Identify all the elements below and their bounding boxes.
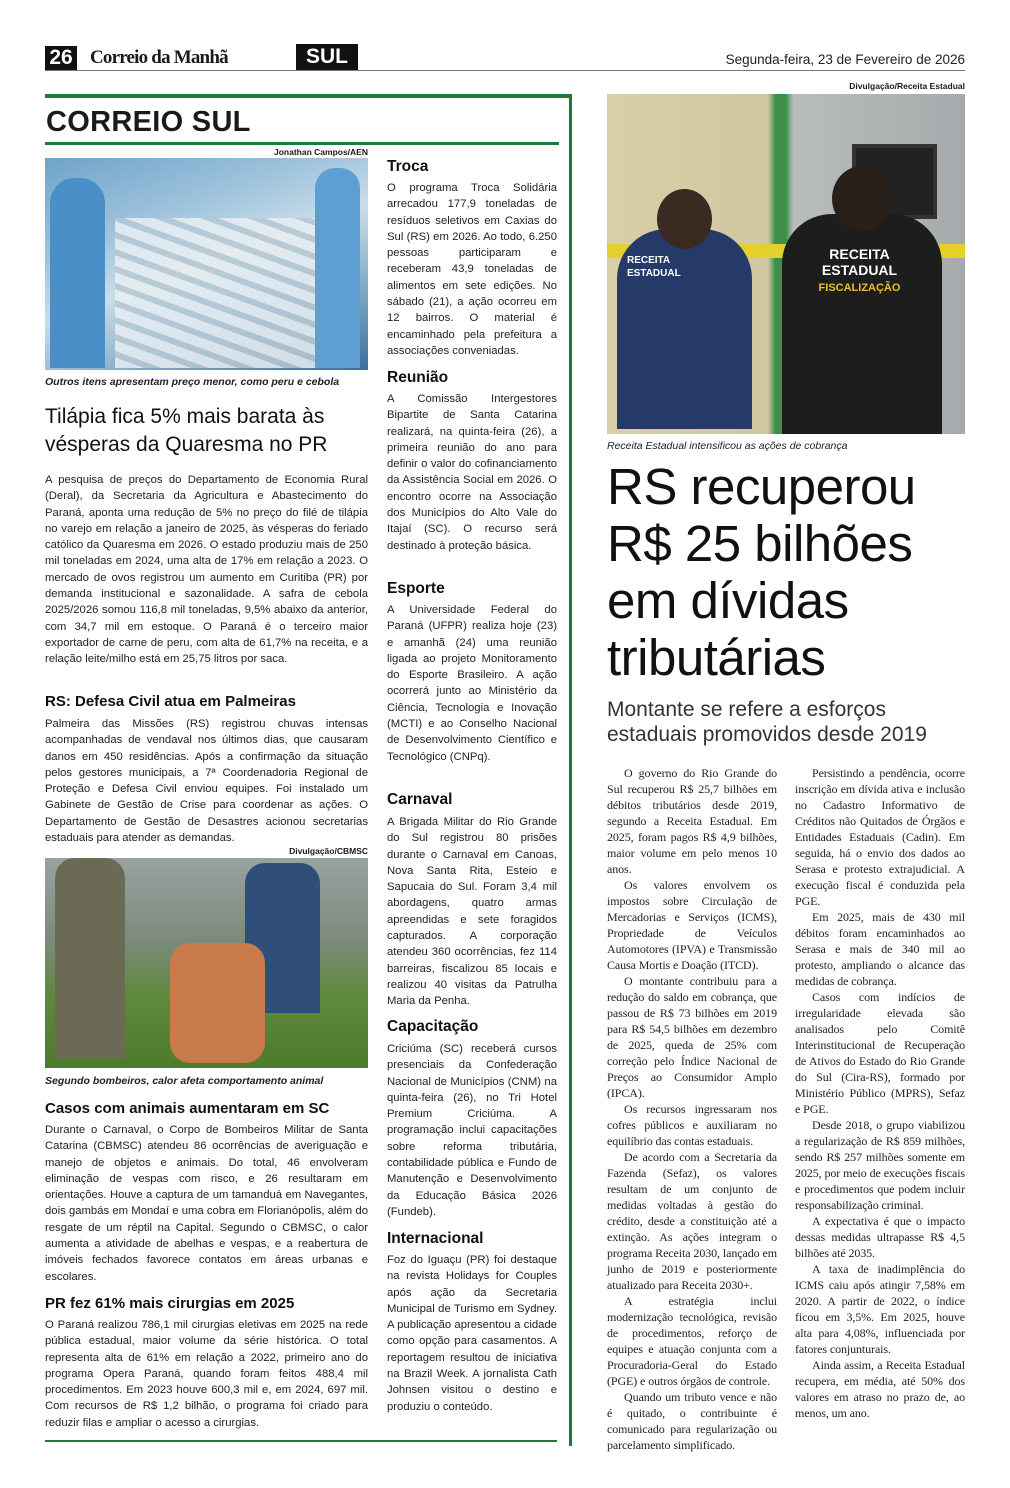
brief-title: Internacional xyxy=(387,1230,484,1247)
article-paragraph: Os recursos ingressaram nos cofres públicos e auxiliaram no equilíbrio das contas estaduais. xyxy=(607,1102,777,1148)
article-subheading: Casos com animais aumentaram em SC xyxy=(45,1100,330,1117)
brief-title: Troca xyxy=(387,158,429,175)
photo-caption: Outros itens apresentam preço menor, como peru e cebola xyxy=(45,376,340,388)
masthead-logo: Correio da Manhã xyxy=(90,47,228,68)
green-bottom-border xyxy=(45,1440,557,1442)
brief-body: A Comissão Intergestores Bipartite de Santa Catarina realizará, na quinta-feira (26), a primeira reunião do ano para definir o valor do cofinanciamento da Assistência Social em 2026. O encontro ocorre na Associação dos Municípios do Alto Vale do Itajaí (SC). O recurso será destinado à proteção básica. xyxy=(387,393,557,552)
brief-body: A Brigada Militar do Rio Grande do Sul registrou 80 prisões durante o Carnaval em Canoas, Nova Santa Rita, Esteio e Sapucaia do Sul. Foram 3,4 mil abordagens, quatro armas apreendidas e sete foragidos capturados. A corporação atendeu 360 ocorrências, fez 114 barreiras, fiscalizou 85 locais e realizou 40 visitas da Patrulha Maria da Penha. xyxy=(387,816,557,1008)
brief-title: Capacitação xyxy=(387,1018,479,1035)
main-headline: RS recuperou R$ 25 bilhões em dívidas tributárias xyxy=(607,458,916,686)
article-body: Durante o Carnaval, o Corpo de Bombeiros Militar de Santa Catarina (CBMSC) atendeu 86 ocorrências de averiguação e manejo de objetos e animais. Do total, 46 envolveram eliminação de vespas com risco, e 26 resultaram em orientações. Houve a captura de um tamanduá em Navegantes, dois gambás em Mondaí e uma cobra em Florianópolis, além do resgate de um réptil na Capital. Segundo o CBMSC, o calor aumenta a atividade de abelhas e vespas, e a reabertura de imóveis fechados favorece contatos em áreas urbanas e escolares. xyxy=(45,1124,368,1283)
tax-officers-photo xyxy=(607,94,965,434)
article-paragraph: Os valores envolvem os impostos sobre Circulação de Mercadorias e Serviços (ICMS), Propriedade de Veículos Automotores (IPVA) e Transmissão Causa Mortis e Doação (ITCD). xyxy=(607,878,777,972)
photo-credit: Divulgação/CBMSC xyxy=(289,846,368,856)
article-paragraph: A taxa de inadimplência do ICMS caiu após atingir 7,58% em 2020. A partir de 2022, o índice ficou em 3,5%. Em 2025, houve alta para 4,08%, influenciada por fatores conjunturais. xyxy=(795,1262,965,1356)
article-paragraph: De acordo com a Secretaria da Fazenda (Sefaz), os valores resultam de um conjunto de medidas voltadas à gestão do crédito, desde a constituição até a extinção. As ações integram o programa Receita 2030, lançado em junho de 2019 e posteriormente atualizado para Receita 2030+. xyxy=(607,1150,777,1292)
main-article-body xyxy=(607,765,965,1453)
brief-title: Reunião xyxy=(387,369,449,386)
article-paragraph: Quando um tributo vence e não é quitado, o contribuinte é comunicado para regularização ou parcelamento simplificado. xyxy=(607,1390,777,1452)
brief-body: Criciúma (SC) receberá cursos presenciais da Confederação Nacional de Municípios (CNM) na quinta-feira (26), no Tri Hotel Premium Criciúma. A programação inclui capacitações sobre reforma tributária, contabilidade pública e Fundo de Manutenção e Desenvolvimento da Educação Básica 2026 (Fundeb). xyxy=(387,1043,557,1218)
article-paragraph: A estratégia inclui modernização tecnológica, revisão de procedimentos, reforço de equipes e atuação conjunta com a Procuradoria-Geral do Estado (PGE) e outros órgãos de controle. xyxy=(607,1294,777,1388)
article-body: O Paraná realizou 786,1 mil cirurgias eletivas em 2025 na rede pública estadual, maior volume da série histórica. O total representa alta de 61% em relação a 2022, primeiro ano do programa Opera Paraná, quando foram feitos 488,4 mil procedimentos. Em 2023 houve 600,3 mil e, em 2024, 697 mil. Com recursos de R$ 1,2 bilhão, o programa foi criado para reduzir filas e ampliar o acesso a cirurgias. xyxy=(45,1319,368,1429)
brief-title: Carnaval xyxy=(387,791,453,808)
article-subheading: RS: Defesa Civil atua em Palmeiras xyxy=(45,693,296,710)
article-paragraph: O governo do Rio Grande do Sul recuperou R$ 25,7 bilhões em débitos tributários desde 2019, segundo a Receita Estadual. Em 2025, foram pagos R$ 4,9 bilhões, maior volume em pelo menos 10 anos. xyxy=(607,766,777,876)
green-top-border xyxy=(45,94,572,98)
article-paragraph: Casos com indícios de irregularidade elevada são analisados pelo Comitê Interinstitucional de Recuperação de Ativos do Estado do Rio Grande do Sul (Cira-RS), formado por Ministério Público (MPRS), Sefaz e PGE. xyxy=(795,990,965,1116)
tilapia-factory-photo xyxy=(45,158,368,370)
brief-title: Esporte xyxy=(387,580,445,597)
photo-caption: Receita Estadual intensificou as ações de cobrança xyxy=(607,440,848,452)
section-underline xyxy=(45,142,559,145)
vest-label: FISCALIZAÇÃO xyxy=(818,282,901,294)
article-body: Palmeira das Missões (RS) registrou chuvas intensas acompanhadas de vendaval nos últimos dias, que causaram danos em 450 residências. Após a confirmação da situação pelos gestores municipais, a 7ª Coordenadoria Regional de Proteção e Defesa Civil enviou equipes. Foi instalado um Gabinete de Gestão de Crise para coordenar as ações. O Departamento de Gestão de Desastres acionou secretarias estaduais para atender as demandas. xyxy=(45,718,368,845)
photo-credit: Divulgação/Receita Estadual xyxy=(849,81,965,91)
section-title: CORREIO SUL xyxy=(46,106,251,138)
article-paragraph: A expectativa é que o impacto dessas medidas ultrapasse R$ 4,5 bilhões até 2035. xyxy=(795,1214,965,1260)
anteater-rescue-photo xyxy=(45,858,368,1068)
brief-body: Foz do Iguaçu (PR) foi destaque na revista Holidays for Couples após ação da Secretaria Municipal de Turismo em Sydney. A publicação apresentou a cidade como opção para casamentos. A reportagem resultou de iniciativa na Brazil Week. A jornalista Cath Johnsen visitou o destino e produziu o conteúdo. xyxy=(387,1254,557,1413)
article-paragraph: Desde 2018, o grupo viabilizou a regularização de R$ 859 milhões, sendo R$ 257 milhões somente em 2025, por meio de execuções fiscais e procedimentos que podem incluir responsabilização criminal. xyxy=(795,1118,965,1212)
section-label: SUL xyxy=(296,44,358,70)
main-deck: Montante se refere a esforços estaduais promovidos desde 2019 xyxy=(607,698,927,746)
article-paragraph: Persistindo a pendência, ocorre inscrição em dívida ativa e inclusão no Cadastro Informativo de Créditos não Quitados de Órgãos e Entidades Estaduais (Cadin). Em seguida, há o envio dos dados ao Serasa e protesto extrajudicial. A execução fiscal é conduzida pela PGE. xyxy=(795,766,965,908)
page-number: 26 xyxy=(45,46,77,70)
article-headline: Tilápia fica 5% mais barata às vésperas da Quaresma no PR xyxy=(45,405,328,456)
brief-body: O programa Troca Solidária arrecadou 177,9 toneladas de resíduos seletivos em Caxias do Sul (RS) em 2026. Ao todo, 6.250 pessoas participaram e receberam 43,9 toneladas de alimentos em sete edições. No sábado (21), a ação ocorreu em 12 bairros. O material é encaminhado pela prefeitura a associações conveniadas. xyxy=(387,182,557,357)
vest-label: RECEITA ESTADUAL xyxy=(821,246,898,278)
header-rule xyxy=(45,70,965,71)
green-vertical-border xyxy=(569,94,572,1446)
article-paragraph: O montante contribuiu para a redução do saldo em cobrança, que passou de R$ 73 bilhões em 2019 para R$ 54,5 bilhões em dezembro de 2025, queda de 25% com correção pelo Índice Nacional de Preços ao Consumidor Amplo (IPCA). xyxy=(607,974,777,1100)
vest-label: RECEITA ESTADUAL xyxy=(627,255,681,279)
issue-date: Segunda-feira, 23 de Fevereiro de 2026 xyxy=(725,52,965,67)
article-body: A pesquisa de preços do Departamento de Economia Rural (Deral), da Secretaria da Agricultura e Abastecimento do Paraná, aponta uma redução de 5% no preço do filé de tilápia no varejo em relação a janeiro de 2025, às vésperas do feriado católico da Quaresma em 2026. O estado produziu mais de 250 mil toneladas em 2024, uma alta de 17% em relação a 2023. O mercado de ovos registrou um aumento em Curitiba (PR) por demanda institucional e sazonalidade. A safra de cebola 2025/2026 somou 116,8 mil toneladas, 9,5% abaixo da anterior, com 34,7 mil em estoque. O Paraná é o terceiro maior exportador de carne de peru, com alta de 61,7% na receita, e a relação leite/milho está em 25,75 litros por saca. xyxy=(45,474,368,666)
article-subheading: PR fez 61% mais cirurgias em 2025 xyxy=(45,1295,295,1312)
photo-credit: Jonathan Campos/AEN xyxy=(274,147,368,157)
article-paragraph: Ainda assim, a Receita Estadual recupera, em média, até 50% dos valores em atraso no prazo de, ao menos, um ano. xyxy=(795,1358,965,1420)
photo-caption: Segundo bombeiros, calor afeta comportamento animal xyxy=(45,1075,324,1087)
article-paragraph: Em 2025, mais de 430 mil débitos foram encaminhados ao Serasa e mais de 340 mil ao protesto, ampliando o alcance das medidas de cobrança. xyxy=(795,910,965,988)
brief-body: A Universidade Federal do Paraná (UFPR) realiza hoje (23) e amanhã (24) uma reunião ligada ao projeto Monitoramento do Esporte Brasileiro. A ação ocorrerá junto ao Ministério da Ciência, Tecnologia e Inovação (MCTI) e ao Conselho Nacional de Desenvolvimento Científico e Tecnológico (CNPq). xyxy=(387,604,557,763)
